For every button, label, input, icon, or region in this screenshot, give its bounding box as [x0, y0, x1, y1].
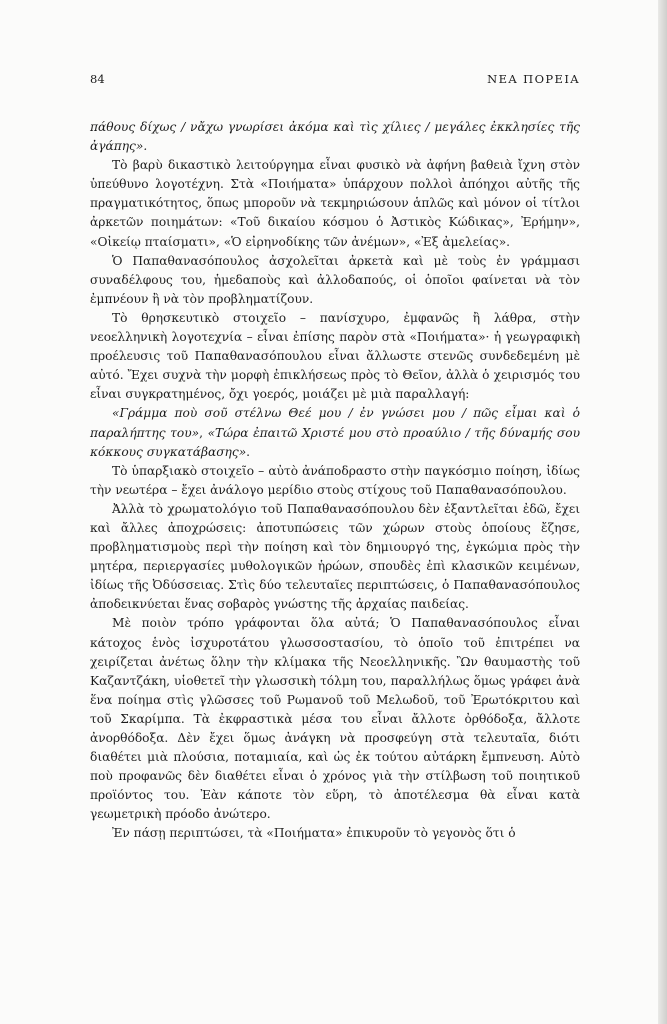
page-edge-shadow [658, 0, 667, 1024]
paragraph-language: Μὲ ποιὸν τρόπο γράφονται ὅλα αὐτά; Ὁ Παπαθανασόπουλος εἶναι κάτοχος ἑνὸς ἰσχυροτάτου γλωσσοστασίου, τὸ ὁποῖο τοῦ ἐπιτρέπει να χειρίζεται ἀνέτως ὅλην τὴν κλίμακα τῆς Νεοελληνικῆς. Ὢν θαυμαστὴς τοῦ Καζαντζάκη, υἱοθετεῖ τὴν γλωσσικὴ τόλμη του, παραλλήλως ὅμως γράφει ἀνὰ ἕνα ποίημα στὶς γλῶσσες τοῦ Ρωμανοῦ τοῦ Μελωδοῦ, τοῦ Ἐρωτόκριτου καὶ τοῦ Σκαρίμπα. Τὰ ἐκφραστικὰ μέσα του εἶναι ἄλλοτε ὀρθόδοξα, ἄλλοτε ἀνορθόδοξα. Δὲν ἔχει ὅμως ἀνάγκη νὰ προσφεύγη στὰ τελευταῖα, διότι διαθέτει μιὰ πλούσια, ποταμιαία, καὶ ὡς ἐκ τούτου αὐτάρκη ἔμπνευση. Αὐτὸ ποὺ προφανῶς δὲν διαθέτει εἶναι ὁ χρόνος γιὰ τὴν στίλβωση τοῦ ποιητικοῦ προϊόντος του. Ἐὰν κάποτε τὸν εὕρη, τὸ ἀποτέλεσμα θὰ εἶναι κατὰ γεωμετρικὴ πρόοδο ἀνώτερο. [90, 616, 580, 822]
paragraph-palette: Ἀλλὰ τὸ χρωματολόγιο τοῦ Παπαθανασόπουλου δὲν ἐξαντλεῖται ἐδῶ, ἔχει καὶ ἄλλες ἀποχρώσεις: ἀποτυπώσεις τῶν χώρων στοὺς ὁποίους ἔζησε, προβληματισμοὺς περὶ τὴν ποίηση καὶ τὸν δημιουργό της, ἐγκώμια πρὸς τὴν μητέρα, περιεργασίες μυθολογικῶν ἡρώων, σπουδὲς ἐπὶ κλασικῶν κειμένων, ἰδίως τῆς Ὀδύσσειας. Στὶς δύο τελευταῖες περιπτώσεις, ὁ Παπαθανασόπουλος ἀποδεικνύεται ἕνας σοβαρὸς γνώστης τῆς ἀρχαίας παιδείας. [90, 501, 580, 612]
paragraph-religious: Τὸ θρησκευτικὸ στοιχεῖο – πανίσχυρο, ἐμφανῶς ἢ λάθρα, στὴν νεοελληνικὴ λογοτεχνία – εἶναι ἐπίσης παρὸν στὰ «Ποιήματα»· ἡ γεωγραφικὴ προέλευσις τοῦ Παπαθανασόπουλου εἶναι ἄλλωστε στενῶς συνδεδεμένη μὲ αὐτό. Ἔχει συχνὰ τὴν μορφὴ ἐπικλήσεως πρὸς τὸ Θεῖον, ἀλλὰ ὁ χειρισμός του εἶναι συγκρατημένος, ὄχι γοερός, μοιάζει μὲ μιὰ παραλλαγή: [90, 310, 580, 402]
article-body [90, 118, 580, 844]
paragraph-quote-continuation: πάθους δίχως / νἄχω γνωρίσει ἀκόμα καὶ τὶς χίλιες / μεγάλες ἐκκλησίες τῆς ἀγάπης». [90, 120, 580, 154]
paragraph-existential: Τὸ ὑπαρξιακὸ στοιχεῖο – αὐτὸ ἀνάποδραστο στὴν παγκόσμιο ποίηση, ἰδίως τὴν νεωτέρα – ἔχει ἀνάλογο μερίδιο στοὺς στίχους τοῦ Παπαθανασόπουλου. [90, 463, 580, 497]
quote-letter-to-god: «Γράμμα ποὺ σοῦ στέλνω Θεέ μου / ἐν γνώσει μου / πῶς εἶμαι καὶ ὁ παραλήπτης του» [90, 406, 580, 440]
paragraph-judicial: Τὸ βαρὺ δικαστικὸ λειτούργημα εἶναι φυσικὸ νὰ ἀφήνη βαθειὰ ἴχνη στὸν ὑπεύθυνο λογοτέχνη. Στὰ «Ποιήματα» ὑπάρχουν πολλοὶ ἀπόηχοι αὐτῆς τῆς πραγματικότητος, ὅπως μποροῦν νὰ τεκμηριώσουν ἁπλῶς καὶ μόνον οἱ τίτλοι ἀρκετῶν ποιημάτων: «Τοῦ δικαίου κόσμου ὁ Ἀστικὸς Κώδικας», Ἐρήμην», «Οἰκείῳ πταίσματι», «Ὁ εἰρηνοδίκης τῶν ἀνέμων», «Ἐξ ἀμελείας». [90, 158, 580, 249]
quote-end-period: . [246, 444, 251, 459]
quote-begging-christ: «Τώρα ἐπαιτῶ Χριστέ μου στὸ προαύλιο / τῆς δύναμής σου κόκκους συγκατάβασης» [90, 425, 580, 459]
paragraph-colleagues: Ὁ Παπαθανασόπουλος ἀσχολεῖται ἀρκετὰ καὶ μὲ τοὺς ἐν γράμμασι συναδέλφους του, ἡμεδαποὺς καὶ ἀλλοδαπούς, οἱ ὁποῖοι φαίνεται νὰ τὸν ἐμπνέουν ἢ νὰ τὸν προβληματίζουν. [90, 253, 580, 306]
paragraph-religious-quotes [90, 404, 580, 461]
quote-separator: , [199, 425, 208, 440]
running-title: ΝΕΑ ΠΟΡΕΙΑ [487, 72, 580, 86]
page-number: 84 [90, 72, 105, 86]
page-header [90, 72, 580, 88]
paragraph-conclusion-start: Ἐν πάσῃ περιπτώσει, τὰ «Ποιήματα» ἐπικυροῦν τὸ γεγονὸς ὅτι ὁ [112, 826, 516, 841]
